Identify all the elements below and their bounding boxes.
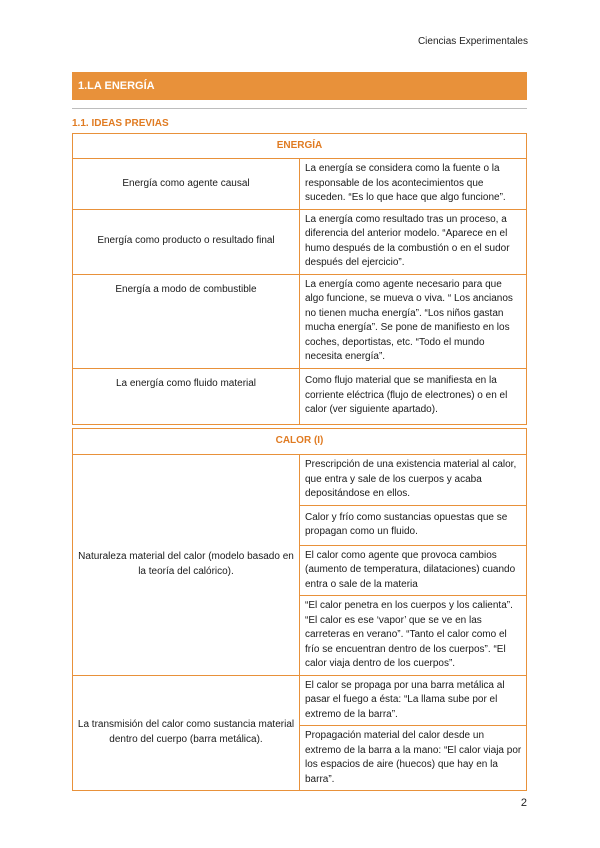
energia-table <box>72 133 527 425</box>
description-cell: La energía se considera como la fuente o la responsable de los acontecimientos que suceden. “Es lo que hace que algo funcione”. <box>300 159 527 210</box>
table-row <box>73 274 527 368</box>
description-cell: El calor se propaga por una barra metálica al pasar el fuego a ésta: “La llama sube por el extremo de la barra”. <box>300 675 527 726</box>
subsection-title: 1.1. IDEAS PREVIAS <box>72 118 169 129</box>
section-title: 1.LA ENERGÍA <box>78 80 155 92</box>
course-header: Ciencias Experimentales <box>417 36 528 47</box>
concept-cell: Energía como agente causal <box>73 159 300 210</box>
description-cell: La energía como agente necesario para que algo funcione, se mueva o viva. “ Los ancianos no tienen mucha energía”. “Los niños gastan mucha energía”. Se pone de manifiesto en los coches, deportistas, etc. “Todo el mundo necesita energía”. <box>300 274 527 368</box>
table-row <box>73 675 527 726</box>
page-number: 2 <box>520 797 527 809</box>
table-header-row <box>73 134 527 159</box>
calor-table <box>72 428 527 791</box>
energia-table-title: ENERGÍA <box>73 134 527 159</box>
description-cell: La energía como resultado tras un proceso, a diferencia del anterior modelo. “Aparece en el humo después de la combustión o en el sudor después del ejercicio”. <box>300 209 527 274</box>
table-row <box>73 455 527 506</box>
description-cell: Calor y frío como sustancias opuestas que se propagan como un fluido. <box>300 505 527 545</box>
table-row <box>73 159 527 210</box>
calor-table-title: CALOR (I) <box>73 429 527 455</box>
concept-cell: La transmisión del calor como sustancia material dentro del cuerpo (barra metálica). <box>73 675 300 791</box>
table-row <box>73 209 527 274</box>
description-cell: Prescripción de una existencia material al calor, que entra y sale de los cuerpos y acaba depositándose en ellos. <box>300 455 527 506</box>
section-divider <box>72 108 527 109</box>
table-row <box>73 368 527 424</box>
concept-cell: Energía como producto o resultado final <box>73 209 300 274</box>
description-cell: El calor como agente que provoca cambios (aumento de temperatura, dilataciones) cuando entra o sale de la materia <box>300 545 527 596</box>
concept-cell: Energía a modo de combustible <box>73 274 300 368</box>
concept-cell: La energía como fluido material <box>73 368 300 424</box>
concept-cell: Naturaleza material del calor (modelo basado en la teoría del calórico). <box>73 455 300 676</box>
description-cell: Propagación material del calor desde un extremo de la barra a la mano: “El calor viaja por los espacios de aire (huecos) que hay en la barra”. <box>300 726 527 791</box>
description-cell: “El calor penetra en los cuerpos y los calienta”. “El calor es ese ‘vapor’ que se ve en las carreteras en verano”. “Tanto el calor como el frío se encuentran dentro de los cuerpos”. “El calor viaja dentro de los cuerpos”. <box>300 596 527 676</box>
description-cell: Como flujo material que se manifiesta en la corriente eléctrica (flujo de electrones) o en el calor (ver siguiente apartado). <box>300 368 527 424</box>
table-header-row <box>73 429 527 455</box>
section-title-bar <box>72 72 527 100</box>
